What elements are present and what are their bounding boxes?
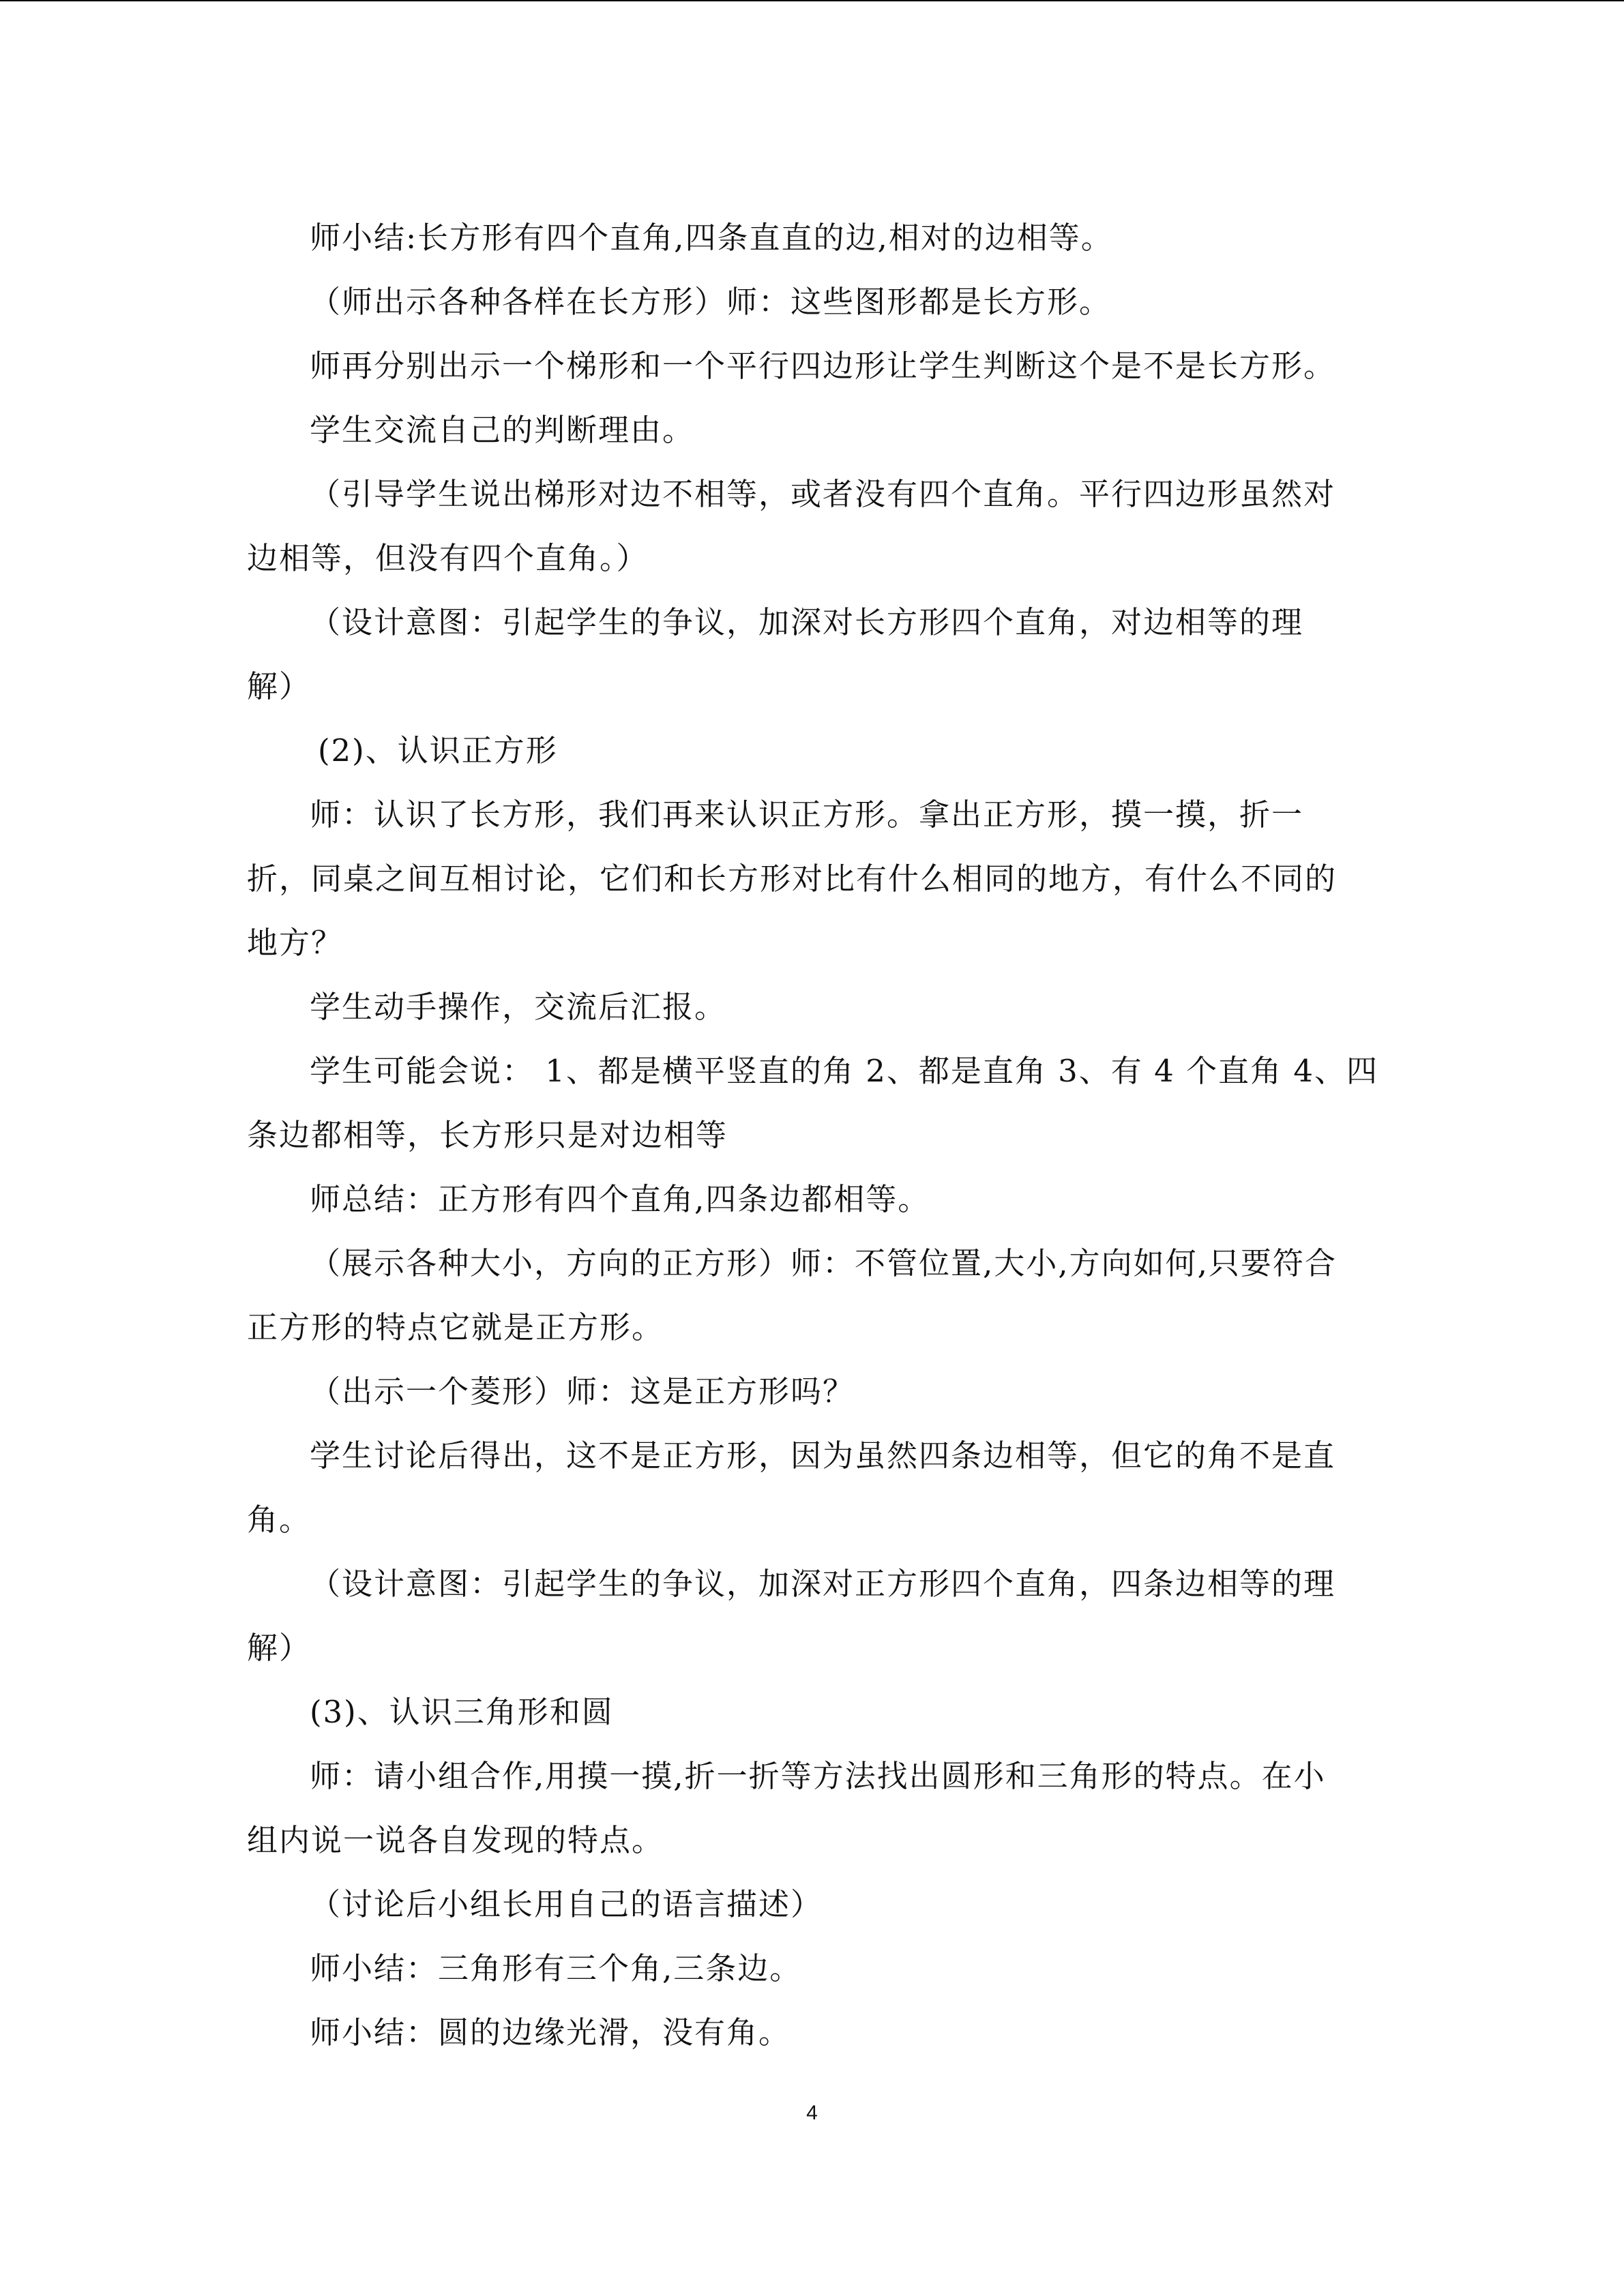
text-line: 地方？ [247,925,344,961]
section-heading: (3)、认识三角形和圆 [310,1694,614,1730]
text-line: （师出示各种各样在长方形）师：这些图形都是长方形。 [310,284,1112,320]
page-number: 4 [806,2102,818,2124]
text-line: （引导学生说出梯形对边不相等，或者没有四个直角。平行四边形虽然对 [310,476,1336,512]
text-line: 师：请小组合作,用摸一摸,折一折等方法找出圆形和三角形的特点。在小 [310,1758,1326,1794]
text-line: （设计意图：引起学生的争议，加深对正方形四个直角，四条边相等的理 [310,1566,1336,1602]
text-line: 正方形的特点它就是正方形。 [247,1309,664,1345]
section-heading: (2)、认识正方形 [318,732,558,769]
document-body [247,206,1379,2065]
text-line: 师小结:长方形有四个直角,四条直直的边,相对的边相等。 [310,220,1113,256]
text-line: 角。 [247,1502,312,1538]
text-line: 师小结：三角形有三个角,三条边。 [310,1950,802,1986]
text-line: 解） [247,1630,312,1666]
text-line: 边相等，但没有四个直角。） [247,540,649,576]
text-line: 师：认识了长方形，我们再来认识正方形。拿出正方形，摸一摸，折一 [310,796,1304,833]
text-line: 解） [247,668,312,704]
text-line: （设计意图：引起学生的争议，加深对长方形四个直角，对边相等的理 [310,604,1304,640]
text-line: 师总结：正方形有四个直角,四条边都相等。 [310,1181,930,1217]
text-line: 组内说一说各自发现的特点。 [247,1822,664,1858]
text-line: 条边都相等，长方形只是对边相等 [247,1117,728,1153]
text-line: 师再分别出示一个梯形和一个平行四边形让学生判断这个是不是长方形。 [310,348,1336,384]
text-line: （讨论后小组长用自己的语言描述） [310,1886,823,1922]
text-line: 学生动手操作，交流后汇报。 [310,989,727,1025]
text-line: （出示一个菱形）师：这是正方形吗？ [310,1373,855,1410]
text-line: 师小结：圆的边缘光滑，没有角。 [310,2014,791,2051]
text-line: （展示各种大小，方向的正方形）师：不管位置,大小,方向如何,只要符合 [310,1245,1337,1281]
text-line: 学生可能会说： 1、都是横平竖直的角 2、都是直角 3、有 4 个直角 4、四 [310,1053,1378,1089]
text-line: 学生交流自己的判断理由。 [310,412,695,448]
text-line: 学生讨论后得出，这不是正方形，因为虽然四条边相等，但它的角不是直 [310,1437,1336,1474]
text-line: 折，同桌之间互相讨论，它们和长方形对比有什么相同的地方，有什么不同的 [247,861,1338,897]
